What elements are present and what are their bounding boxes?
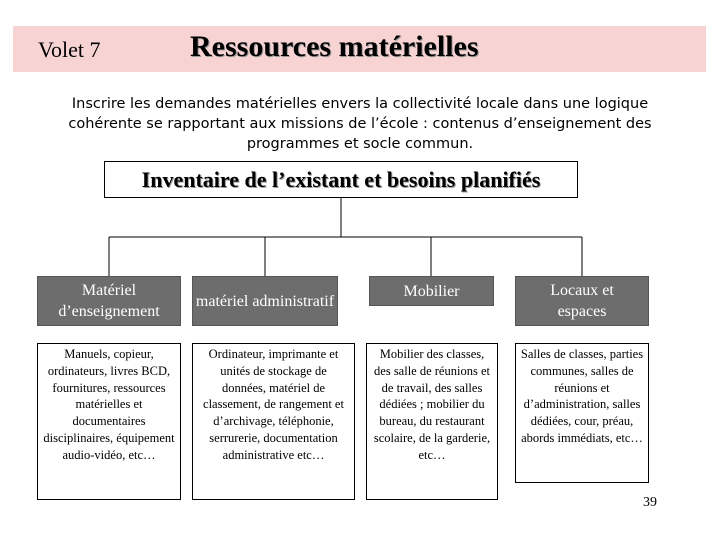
details-enseignement: Manuels, copieur, ordinateurs, livres BCD, fournitures, ressources matérielles et documentaires disciplinaires, équipement audio-vidéo, etc… xyxy=(37,343,181,500)
details-locaux: Salles de classes, parties communes, salles de réunions et d’administration, salles dédiées, cour, préau, abords immédiats, etc… xyxy=(515,343,649,483)
category-locaux: Locaux et espaces xyxy=(515,276,649,326)
category-administratif: matériel administratif xyxy=(192,276,338,326)
page-number: 39 xyxy=(643,495,657,510)
details-mobilier: Mobilier des classes, des salle de réunions et de travail, des salles dédiées ; mobilier du bureau, du restaurant scolaire, de la garderie, etc… xyxy=(366,343,498,500)
volet-label: Volet 7 xyxy=(38,37,101,62)
category-enseignement: Matériel d’enseignement xyxy=(37,276,181,326)
category-mobilier: Mobilier xyxy=(369,276,494,306)
page-title: Ressources matérielles xyxy=(190,30,479,63)
root-node: Inventaire de l’existant et besoins planifiés xyxy=(104,161,578,198)
details-administratif: Ordinateur, imprimante et unités de stockage de données, matériel de classement, de rangement et d’archivage, téléphonie, serrurerie, documentation administrative etc… xyxy=(192,343,355,500)
intro-text: Inscrire les demandes matérielles envers la collectivité locale dans une logique cohérente se rapportant aux missions de l’école : contenus d’enseignement des programmes et socle commun. xyxy=(68,96,652,152)
